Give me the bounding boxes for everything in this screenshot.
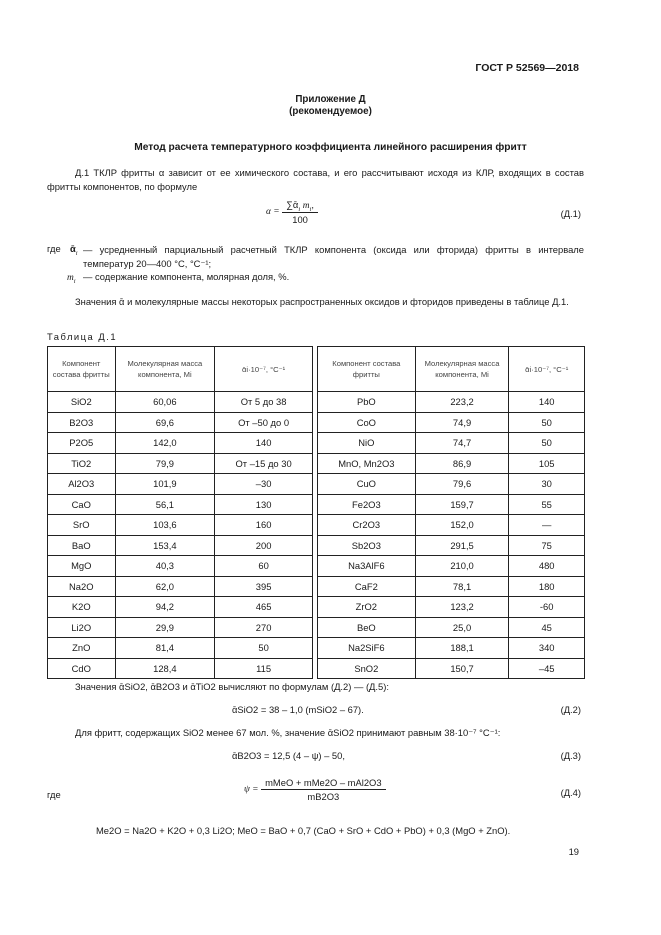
equation-tag-d1: (Д.1) xyxy=(560,208,581,219)
equation-d4 xyxy=(244,777,386,802)
mass-2-cell: 159,7 xyxy=(415,494,509,515)
mass-2-cell: 291,5 xyxy=(415,535,509,556)
equation-tag-d3: (Д.3) xyxy=(560,750,581,761)
component-2-cell: MnO, Mn2O3 xyxy=(317,453,415,474)
mass-2-cell: 78,1 xyxy=(415,576,509,597)
equation-d2: ᾱSiO2 = 38 – 1,0 (mSiO2 – 67). xyxy=(232,704,364,715)
component-cell: SrO xyxy=(48,515,116,536)
component-cell: Na2O xyxy=(48,576,116,597)
paragraph-d1: Д.1 ТКЛР фритты α зависит от ее химического состава, и его рассчитывают исходя из КЛР, входящих в состав фритты компонентов, по формуле xyxy=(47,167,584,192)
alpha-cell: 465 xyxy=(215,597,313,618)
table-row xyxy=(48,576,585,597)
component-2-cell: Fe2O3 xyxy=(317,494,415,515)
table-row xyxy=(48,535,585,556)
header-alpha: ᾱi·10⁻⁷, °C⁻¹ xyxy=(215,347,313,392)
component-cell: CdO xyxy=(48,658,116,679)
mass-cell: 40,3 xyxy=(115,556,215,577)
mass-cell: 29,9 xyxy=(115,617,215,638)
numerator-m: m xyxy=(302,201,310,211)
table-row xyxy=(48,494,585,515)
mass-cell: 56,1 xyxy=(115,494,215,515)
component-cell: P2O5 xyxy=(48,433,116,454)
alpha-cell: 60 xyxy=(215,556,313,577)
component-cell: ZnO xyxy=(48,638,116,659)
equation-lhs: α = xyxy=(266,207,280,217)
mass-cell: 101,9 xyxy=(115,474,215,495)
page-number: 19 xyxy=(568,846,579,857)
component-2-cell: Cr2O3 xyxy=(317,515,415,536)
component-cell: MgO xyxy=(48,556,116,577)
alpha-2-cell: 340 xyxy=(509,638,585,659)
component-cell: SiO2 xyxy=(48,392,116,413)
alpha-2-cell: — xyxy=(509,515,585,536)
standard-header: ГОСТ Р 52569—2018 xyxy=(475,62,579,74)
table-caption: Таблица Д.1 xyxy=(47,331,118,342)
table-row xyxy=(48,617,585,638)
mass-2-cell: 150,7 xyxy=(415,658,509,679)
alpha-2-cell: 50 xyxy=(509,412,585,433)
component-2-cell: CoO xyxy=(317,412,415,433)
alpha-cell: 130 xyxy=(215,494,313,515)
mass-cell: 79,9 xyxy=(115,453,215,474)
psi-numerator: mMeO + mMe2O – mAl2O3 xyxy=(261,777,385,790)
fraction-denominator: 100 xyxy=(292,214,308,225)
alpha-cell: От –15 до 30 xyxy=(215,453,313,474)
component-cell: TiO2 xyxy=(48,453,116,474)
where-m-text: — содержание компонента, молярная доля, %. xyxy=(83,271,290,282)
alpha-2-cell: 75 xyxy=(509,535,585,556)
table-row xyxy=(48,556,585,577)
appendix-subtitle: (рекомендуемое) xyxy=(289,106,372,117)
where-label: где xyxy=(47,243,61,254)
psi-fraction xyxy=(261,777,385,802)
paragraph-values: Значения ᾱ и молекулярные массы некоторых распространенных оксидов и фторидов приведены в таблице Д.1. xyxy=(75,296,569,307)
table-row xyxy=(48,515,585,536)
where-symbol-alpha: ᾱ$_i$ xyxy=(70,243,78,257)
alpha-2-cell: 180 xyxy=(509,576,585,597)
mass-2-cell: 25,0 xyxy=(415,617,509,638)
mass-2-cell: 74,9 xyxy=(415,412,509,433)
table-header-row xyxy=(48,347,585,392)
component-2-cell: SnO2 xyxy=(317,658,415,679)
mass-2-cell: 123,2 xyxy=(415,597,509,618)
table-row xyxy=(48,412,585,433)
equation-tag-d2: (Д.2) xyxy=(560,704,581,715)
alpha-cell: 50 xyxy=(215,638,313,659)
component-2-cell: Sb2O3 xyxy=(317,535,415,556)
appendix-title: Приложение Д xyxy=(295,94,366,105)
component-cell: CaO xyxy=(48,494,116,515)
table-d1 xyxy=(47,346,585,679)
component-2-cell: PbO xyxy=(317,392,415,413)
component-2-cell: BeO xyxy=(317,617,415,638)
component-cell: BaO xyxy=(48,535,116,556)
equation-tag-d4: (Д.4) xyxy=(560,787,581,798)
alpha-cell: От 5 до 38 xyxy=(215,392,313,413)
mass-2-cell: 188,1 xyxy=(415,638,509,659)
mass-cell: 69,6 xyxy=(115,412,215,433)
mass-cell: 62,0 xyxy=(115,576,215,597)
table-row xyxy=(48,597,585,618)
header-mass-2: Молекулярная масса компонента, Mi xyxy=(415,347,509,392)
section-title: Метод расчета температурного коэффициента линейного расширения фритт xyxy=(134,142,527,153)
component-cell: Li2O xyxy=(48,617,116,638)
alpha-cell: 160 xyxy=(215,515,313,536)
where-alpha-text: — усредненный парциальный расчетный ТКЛР компонента (оксида или фторида) фритты в интервале температур 20—400 °С, °С⁻¹; xyxy=(83,244,584,269)
appendix-heading xyxy=(0,94,661,118)
paragraph-sio2: Для фритт, содержащих SiO2 менее 67 мол. %, значение ᾱSiO2 принимают равным 38·10⁻⁷ °C⁻¹: xyxy=(75,727,501,738)
formula-final: Me2O = Na2O + K2O + 0,3 Li2O; MeO = BaO + 0,7 (CaO + SrO + CdO + PbO) + 0,3 (MgO + ZnO). xyxy=(96,825,511,836)
mass-2-cell: 86,9 xyxy=(415,453,509,474)
mass-2-cell: 74,7 xyxy=(415,433,509,454)
component-cell: K2O xyxy=(48,597,116,618)
mass-2-cell: 210,0 xyxy=(415,556,509,577)
alpha-cell: 115 xyxy=(215,658,313,679)
header-component: Компонент состава фритты xyxy=(48,347,116,392)
alpha-2-cell: 45 xyxy=(509,617,585,638)
alpha-2-cell: 140 xyxy=(509,392,585,413)
alpha-2-cell: 30 xyxy=(509,474,585,495)
table-row xyxy=(48,638,585,659)
component-2-cell: Na3AlF6 xyxy=(317,556,415,577)
alpha-2-cell: –45 xyxy=(509,658,585,679)
mass-cell: 142,0 xyxy=(115,433,215,454)
equation-fraction: $\frac{\sum ᾱ_i m_i,}{100}$ xyxy=(282,199,318,225)
alpha-cell: От –50 до 0 xyxy=(215,412,313,433)
alpha-2-cell: -60 xyxy=(509,597,585,618)
header-component-2: Компонент состава фритты xyxy=(317,347,415,392)
paragraph-values-2: Значения ᾱSiO2, ᾱB2O3 и ᾱTiO2 вычисляют по формулам (Д.2) — (Д.5): xyxy=(75,681,389,692)
header-alpha-2: ᾱi·10⁻⁷, °C⁻¹ xyxy=(509,347,585,392)
psi-lhs: ψ = xyxy=(244,784,259,795)
equation-d1 xyxy=(266,199,318,225)
where-label-2: где xyxy=(47,789,61,800)
alpha-cell: 200 xyxy=(215,535,313,556)
component-cell: Al2O3 xyxy=(48,474,116,495)
table-row xyxy=(48,658,585,679)
mass-2-cell: 79,6 xyxy=(415,474,509,495)
psi-denominator: mB2O3 xyxy=(307,791,340,802)
component-2-cell: CaF2 xyxy=(317,576,415,597)
table-row xyxy=(48,453,585,474)
alpha-2-cell: 105 xyxy=(509,453,585,474)
alpha-cell: 270 xyxy=(215,617,313,638)
mass-cell: 128,4 xyxy=(115,658,215,679)
mass-cell: 103,6 xyxy=(115,515,215,536)
mass-cell: 94,2 xyxy=(115,597,215,618)
component-2-cell: NiO xyxy=(317,433,415,454)
alpha-2-cell: 480 xyxy=(509,556,585,577)
table-row xyxy=(48,474,585,495)
mass-2-cell: 152,0 xyxy=(415,515,509,536)
equation-d3: ᾱB2O3 = 12,5 (4 – ψ) – 50, xyxy=(232,750,345,761)
fraction-numerator: ∑ᾱ xyxy=(286,199,299,210)
alpha-cell: –30 xyxy=(215,474,313,495)
alpha-2-cell: 50 xyxy=(509,433,585,454)
component-cell: B2O3 xyxy=(48,412,116,433)
numerator-sub: i xyxy=(298,206,301,213)
mass-cell: 153,4 xyxy=(115,535,215,556)
where-symbol-m: $m_i$ xyxy=(67,273,76,285)
table-row xyxy=(48,433,585,454)
mass-cell: 81,4 xyxy=(115,638,215,659)
table-row xyxy=(48,392,585,413)
mass-cell: 60,06 xyxy=(115,392,215,413)
component-2-cell: CuO xyxy=(317,474,415,495)
alpha-cell: 395 xyxy=(215,576,313,597)
mass-2-cell: 223,2 xyxy=(415,392,509,413)
header-mass: Молекулярная масса компонента, Mi xyxy=(115,347,215,392)
component-2-cell: Na2SiF6 xyxy=(317,638,415,659)
component-2-cell: ZrO2 xyxy=(317,597,415,618)
alpha-2-cell: 55 xyxy=(509,494,585,515)
alpha-cell: 140 xyxy=(215,433,313,454)
